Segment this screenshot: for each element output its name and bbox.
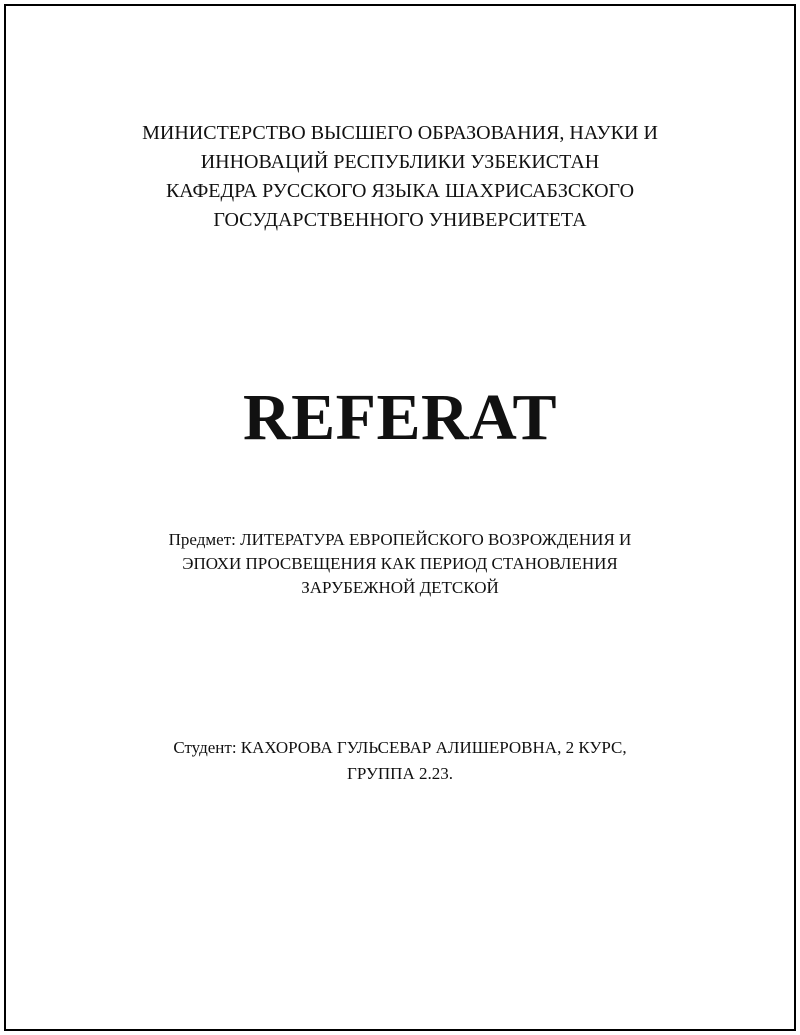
student-line: Студент: КАХОРОВА ГУЛЬСЕВАР АЛИШЕРОВНА, 2 КУРС, (173, 738, 627, 757)
institution-line: МИНИСТЕРСТВО ВЫСШЕГО ОБРАЗОВАНИЯ, НАУКИ И (142, 122, 658, 144)
student-line: ГРУППА 2.23. (347, 764, 453, 783)
document-title: REFERAT (243, 381, 557, 454)
subject-line: Предмет: ЛИТЕРАТУРА ЕВРОПЕЙСКОГО ВОЗРОЖДЕНИЯ И (168, 530, 632, 549)
subject-section (40, 528, 760, 600)
subject-line: ЗАРУБЕЖНОЙ ДЕТСКОЙ (301, 578, 499, 597)
institution-heading (40, 119, 760, 235)
subject-line: ЭПОХИ ПРОСВЕЩЕНИЯ КАК ПЕРИОД СТАНОВЛЕНИЯ (182, 554, 618, 573)
institution-line: ГОСУДАРСТВЕННОГО УНИВЕРСИТЕТА (213, 209, 587, 231)
student-section (40, 735, 760, 787)
institution-line: КАФЕДРА РУССКОГО ЯЗЫКА ШАХРИСАБЗСКОГО (165, 180, 635, 202)
institution-line: ИННОВАЦИЙ РЕСПУБЛИКИ УЗБЕКИСТАН (200, 151, 600, 173)
